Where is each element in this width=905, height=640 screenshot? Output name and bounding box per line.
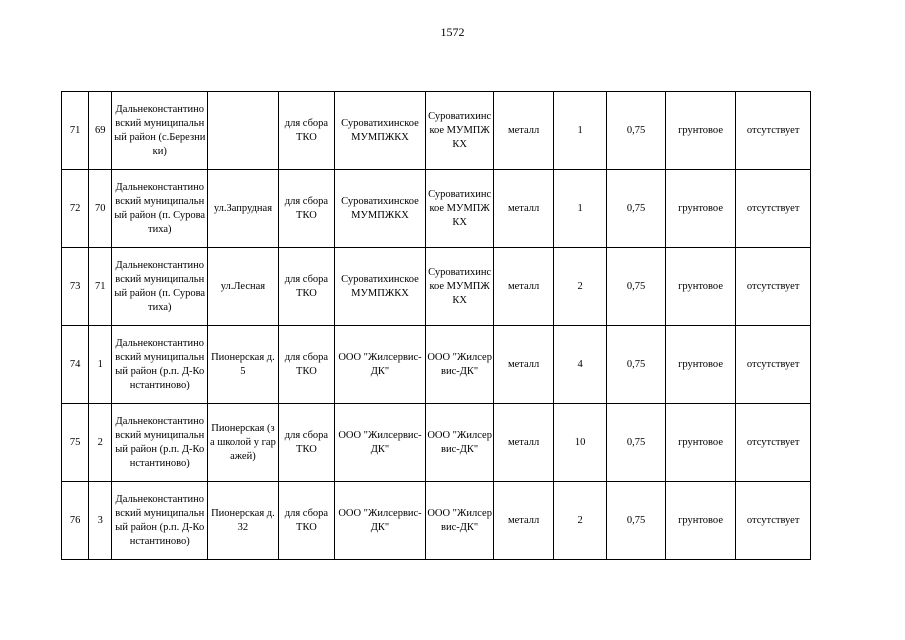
fence-cell: отсутствует [736, 326, 811, 404]
count-cell: 10 [553, 404, 606, 482]
fence-cell: отсутствует [736, 404, 811, 482]
operator-cell: Суроватихинское МУМПЖКХ [425, 248, 494, 326]
address-cell: ул.Запрудная [208, 170, 279, 248]
district-cell: Дальнеконстантиновский муниципальный район (р.п. Д-Константиново) [112, 326, 208, 404]
material-cell: металл [494, 404, 553, 482]
operator-cell: Суроватихинское МУМПЖКХ [425, 92, 494, 170]
row-number: 71 [62, 92, 89, 170]
fence-cell: отсутствует [736, 482, 811, 560]
purpose-cell: для сбора ТКО [278, 326, 334, 404]
row-subnumber: 69 [89, 92, 112, 170]
volume-cell: 0,75 [607, 248, 665, 326]
district-cell: Дальнеконстантиновский муниципальный район (р.п. Д-Константиново) [112, 482, 208, 560]
purpose-cell: для сбора ТКО [278, 92, 334, 170]
row-number: 74 [62, 326, 89, 404]
table-row [62, 482, 811, 560]
table-row [62, 248, 811, 326]
table-row [62, 404, 811, 482]
purpose-cell: для сбора ТКО [278, 404, 334, 482]
row-number: 73 [62, 248, 89, 326]
volume-cell: 0,75 [607, 482, 665, 560]
row-subnumber: 70 [89, 170, 112, 248]
district-cell: Дальнеконстантиновский муниципальный район (с.Березники) [112, 92, 208, 170]
owner-cell: ООО "Жилсервис-ДК" [335, 482, 426, 560]
surface-cell: грунтовое [665, 92, 736, 170]
material-cell: металл [494, 92, 553, 170]
row-number: 76 [62, 482, 89, 560]
material-cell: металл [494, 482, 553, 560]
count-cell: 2 [553, 482, 606, 560]
address-cell: Пионерская д. 5 [208, 326, 279, 404]
purpose-cell: для сбора ТКО [278, 248, 334, 326]
owner-cell: ООО "Жилсервис-ДК" [335, 326, 426, 404]
material-cell: металл [494, 170, 553, 248]
fence-cell: отсутствует [736, 92, 811, 170]
purpose-cell: для сбора ТКО [278, 170, 334, 248]
material-cell: металл [494, 326, 553, 404]
district-cell: Дальнеконстантиновский муниципальный район (п. Суроватиха) [112, 170, 208, 248]
surface-cell: грунтовое [665, 248, 736, 326]
district-cell: Дальнеконстантиновский муниципальный район (п. Суроватиха) [112, 248, 208, 326]
row-subnumber: 3 [89, 482, 112, 560]
table-row [62, 92, 811, 170]
table-row [62, 326, 811, 404]
surface-cell: грунтовое [665, 482, 736, 560]
district-cell: Дальнеконстантиновский муниципальный район (р.п. Д-Константиново) [112, 404, 208, 482]
volume-cell: 0,75 [607, 404, 665, 482]
volume-cell: 0,75 [607, 170, 665, 248]
row-number: 75 [62, 404, 89, 482]
address-cell: ул.Лесная [208, 248, 279, 326]
surface-cell: грунтовое [665, 170, 736, 248]
row-number: 72 [62, 170, 89, 248]
owner-cell: Суроватихинское МУМПЖКХ [335, 92, 426, 170]
operator-cell: Суроватихинское МУМПЖКХ [425, 170, 494, 248]
volume-cell: 0,75 [607, 92, 665, 170]
count-cell: 1 [553, 170, 606, 248]
row-subnumber: 1 [89, 326, 112, 404]
volume-cell: 0,75 [607, 326, 665, 404]
row-subnumber: 2 [89, 404, 112, 482]
material-cell: металл [494, 248, 553, 326]
address-cell [208, 92, 279, 170]
count-cell: 2 [553, 248, 606, 326]
count-cell: 1 [553, 92, 606, 170]
operator-cell: ООО "Жилсервис-ДК" [425, 404, 494, 482]
table-row [62, 170, 811, 248]
owner-cell: ООО "Жилсервис-ДК" [335, 404, 426, 482]
address-cell: Пионерская (за школой у гаражей) [208, 404, 279, 482]
page-number: 1572 [440, 25, 465, 39]
fence-cell: отсутствует [736, 170, 811, 248]
surface-cell: грунтовое [665, 404, 736, 482]
address-cell: Пионерская д. 32 [208, 482, 279, 560]
owner-cell: Суроватихинское МУМПЖКХ [335, 170, 426, 248]
surface-cell: грунтовое [665, 326, 736, 404]
fence-cell: отсутствует [736, 248, 811, 326]
operator-cell: ООО "Жилсервис-ДК" [425, 326, 494, 404]
registry-table [61, 91, 811, 560]
row-subnumber: 71 [89, 248, 112, 326]
purpose-cell: для сбора ТКО [278, 482, 334, 560]
count-cell: 4 [553, 326, 606, 404]
operator-cell: ООО "Жилсервис-ДК" [425, 482, 494, 560]
table-body [62, 92, 811, 560]
owner-cell: Суроватихинское МУМПЖКХ [335, 248, 426, 326]
